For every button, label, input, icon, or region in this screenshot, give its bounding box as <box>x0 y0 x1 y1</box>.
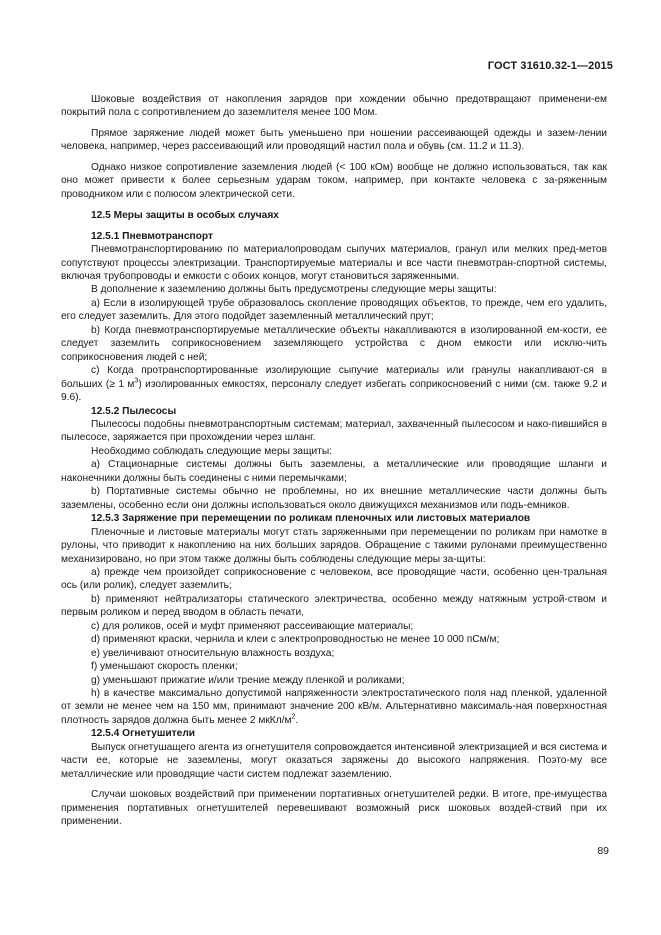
list-item-text: . <box>295 714 299 726</box>
list-item: d) применяют краски, чернила и клеи с электропроводностью не менее 10 000 пСм/м; <box>91 634 500 646</box>
standard-header: ГОСТ 31610.32-1—2015 <box>487 60 613 72</box>
list-item: b) Когда пневмотранспортируемые металлические объекты накапливаются в изолированной ем-кости, ее следует заземлить соприкосновением заземляющего устройства с дном емкости или исклю-чить соприкосновения людей с ней; <box>61 324 607 363</box>
subsection-heading: 12.5.2 Пылесосы <box>91 405 177 417</box>
superscript: 3 <box>134 377 139 385</box>
list-item: а) Если в изолирующей трубе образовалось скопление проводящих объектов, то прежде, чем его удалить, его следует заземлить. Для этого подойдет заземленный металлический прут; <box>61 297 607 323</box>
paragraph: В дополнение к заземлению должны быть предусмотрены следующие меры защиты: <box>91 284 497 296</box>
document-body <box>61 93 607 829</box>
list-item: а) Стационарные системы должны быть заземлены, а металлические или проводящие шланги и наконечники должны быть соединены с ними перемычками; <box>61 459 607 484</box>
paragraph: Выпуск огнетушащего агента из огнетушителя сопровождается интенсивной электризацией и вся система и части ее, которые не заземлены, могут оказаться заряжены до высокого напряжения. Поэто-му все металлические или проводящие части систем подлежат заземлению. <box>61 741 607 780</box>
paragraph: Необходимо соблюдать следующие меры защиты: <box>91 445 332 457</box>
list-item: c) для роликов, осей и муфт применяют рассеивающие материалы; <box>91 620 414 632</box>
paragraph: Пневмотранспортированию по материалопроводам сыпучих материалов, гранул или мелких пред-метов сопутствуют процессы электризации. Транспортируемые материалы и все части пневмотран-спортной системы, включая трубопроводы и емкости с обоих концов, могут становиться заряженными. <box>61 244 607 282</box>
list-item: b) применяют нейтрализаторы статического электричества, особенно между натяжным устрой-ством и первым роликом и перед вводом в область печати, <box>61 593 607 619</box>
list-item: g) уменьшают прижатие и/или трение между пленкой и роликами; <box>91 674 405 686</box>
paragraph: Шоковые воздействия от накопления зарядов при хождении обычно предотвращают применени-ем покрытий пола с сопротивлением до заземлителя менее 100 Мом. <box>61 94 607 119</box>
paragraph: Прямое заряжение людей может быть уменьшено при ношении рассеивающей одежды и зазем-лении человека, например, через рассеивающий или проводящий настил пола и обувь (см. 11.2 и 11.3). <box>61 127 607 153</box>
list-item-text: c) Когда протранспортированные изолирующие сыпучие материалы или гранулы накапливают-ся в больших (≥ 1 м <box>61 365 607 390</box>
superscript: 2 <box>291 713 296 721</box>
subsection-heading: 12.5.3 Заряжение при перемещении по роликам пленочных или листовых материалов <box>91 513 531 525</box>
list-item-text: ) изолированных емкостях, персоналу следует избегать соприкосновений с ними (см. также 9.2 и 9.6). <box>61 378 607 404</box>
subsection-heading: 12.5.4 Огнетушители <box>91 728 196 740</box>
paragraph: Однако низкое сопротивление заземления людей (< 100 кОм) вообще не должно использоваться, так как оно может привести к более серьезным ударам током, например, при контакте человека с за-ряженным проводником или с полюсом электрической сети. <box>61 161 607 200</box>
list-item: e) увеличивают относительную влажность воздуха; <box>91 647 335 659</box>
page-number: 89 <box>597 845 609 857</box>
list-item: f) уменьшают скорость пленки; <box>91 661 238 673</box>
paragraph: Пылесосы подобны пневмотранспортным системам; материал, захваченный пылесосом и нако-пившийся в пылесосе, заряжается при прохождении через шланг. <box>61 418 607 444</box>
subsection-heading: 12.5.1 Пневмотранспорт <box>91 230 213 242</box>
list-item-text: h) в качестве максимально допустимой напряженности электростатического поля над пленкой, удаленной от земли не менее чем на 150 мм, принимают значение 200 кВ/м. Альтернативно максималь-ная поверхностная плотность зарядов должна быть менее 2 мкКл/м <box>61 688 607 726</box>
list-item: а) прежде чем произойдет соприкосновение с человеком, все проводящие части, особенно цен-тральная ось (или ролик), следует заземлить; <box>61 566 607 592</box>
paragraph: Пленочные и листовые материалы могут стать заряженными при перемещении по роликам при намотке в рулоны, что приводит к накоплению на них больших зарядов. Обращение с такими рулонами преимущественно механизировано, но при этом также должны быть соблюдены следующие меры за-щиты: <box>61 526 607 565</box>
paragraph: Случаи шоковых воздействий при применении портативных огнетушителей редки. В итоге, пре-имущества применения портативных огнетушителей перевешивают возможный риск шоковых воздей-ствий при их применении. <box>61 789 607 828</box>
list-item <box>61 364 607 404</box>
section-heading: 12.5 Меры защиты в особых случаях <box>91 210 279 222</box>
list-item <box>61 687 607 727</box>
list-item: b) Портативные системы обычно не проблемны, но их внешние металлические части должны быть заземлены, особенно если они должны использоваться около движущихся механизмов или подъ-емников. <box>61 486 607 511</box>
